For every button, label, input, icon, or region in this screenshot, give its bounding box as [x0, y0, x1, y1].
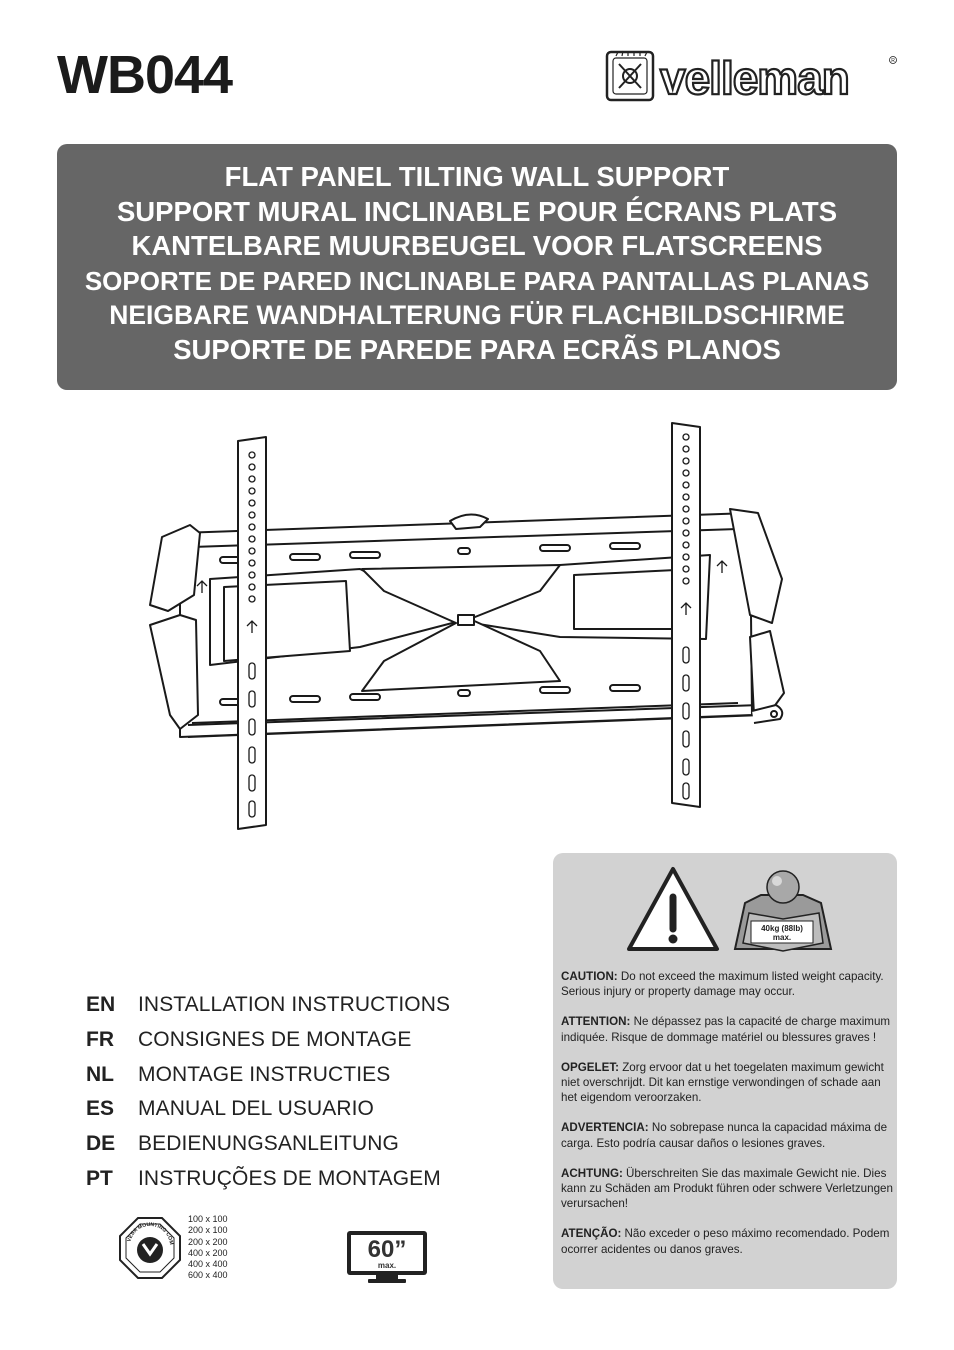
- warning-label: CAUTION:: [561, 970, 618, 983]
- warning-text-list: [561, 969, 893, 1272]
- warning-es: [561, 1120, 893, 1151]
- warning-message: Ne dépassez pas la capacité de charge maximum indiquée. Risque de dommage matériel ou blessures graves !: [561, 1015, 891, 1044]
- warning-fr: [561, 1014, 893, 1045]
- tv-size-icon: [346, 1230, 428, 1284]
- language-code: FR: [86, 1028, 114, 1052]
- title-de: NEIGBARE WANDHALTERUNG FÜR FLACHBILDSCHIRME: [109, 300, 845, 330]
- vesa-size: 100 x 100: [188, 1214, 228, 1224]
- warning-icons: [627, 863, 837, 959]
- language-row-nl: [86, 1057, 450, 1092]
- vesa-size: 600 x 400: [188, 1270, 228, 1281]
- screen-size-max: max.: [377, 1261, 397, 1270]
- language-row-de: [86, 1127, 450, 1162]
- warning-label: ACHTUNG:: [561, 1166, 623, 1180]
- title-es: SOPORTE DE PARED INCLINABLE PARA PANTALLAS PLANAS: [84, 265, 870, 296]
- svg-text:R: R: [891, 58, 895, 64]
- language-list: [86, 988, 450, 1196]
- title-banner: [57, 144, 897, 390]
- language-code: ES: [86, 1097, 115, 1121]
- warning-label: ADVERTENCIA:: [561, 1121, 649, 1135]
- velleman-logo: [604, 48, 898, 104]
- warning-triangle-icon: [629, 869, 717, 949]
- brand-wordmark: velleman: [660, 52, 849, 104]
- language-row-pt: [86, 1161, 450, 1196]
- title-fr: SUPPORT MURAL INCLINABLE POUR ÉCRANS PLATS: [116, 195, 838, 227]
- vesa-size: 200 x 200: [188, 1236, 228, 1247]
- warning-label: ATENÇÃO:: [561, 1227, 622, 1241]
- warning-message: No sobrepase nunca la capacidad máxima de carga. Esto podría causar daños o lesiones graves.: [561, 1121, 888, 1150]
- vesa-badge-text: VESA MOUNTING COM: [126, 1221, 175, 1246]
- language-code: EN: [86, 993, 116, 1017]
- language-label: MONTAGE INSTRUCTIES: [138, 1062, 391, 1086]
- weight-limit-icon: [735, 871, 831, 951]
- warning-label: OPGELET:: [561, 1060, 619, 1074]
- weight-limit-max: max.: [772, 933, 792, 942]
- language-label: BEDIENUNGSANLEITUNG: [138, 1132, 399, 1156]
- language-label: MANUAL DEL USUARIO: [138, 1097, 374, 1121]
- warning-pt: [561, 1226, 893, 1257]
- language-row-en: [86, 988, 450, 1023]
- warning-de: [561, 1166, 893, 1212]
- title-nl: KANTELBARE MUURBEUGEL VOOR FLATSCREENS: [131, 230, 823, 261]
- warning-message: Überschreiten Sie das maximale Gewicht nie. Dies kann zu Schäden am Produkt führen oder schwere Verletzungen verursachen!: [561, 1166, 893, 1211]
- brand-emblem-icon: [607, 51, 653, 100]
- language-code: NL: [86, 1062, 114, 1086]
- screen-size-value: 60”: [367, 1236, 407, 1263]
- language-code: PT: [86, 1166, 113, 1190]
- model-number: WB044: [57, 45, 233, 105]
- warning-label: ATTENTION:: [561, 1015, 631, 1029]
- vesa-size: 400 x 200: [188, 1247, 228, 1258]
- vesa-size: 400 x 400: [188, 1259, 228, 1270]
- warning-message: Do not exceed the maximum listed weight capacity. Serious injury or property damage may occur.: [561, 970, 884, 999]
- warning-en: [561, 969, 893, 1000]
- language-label: CONSIGNES DE MONTAGE: [138, 1028, 412, 1052]
- warning-message: Não exceder o peso máximo recomendado. Podem ocorrer acidentes ou danos graves.: [561, 1227, 890, 1256]
- language-label: INSTALLATION INSTRUCTIONS: [138, 993, 451, 1017]
- title-en: FLAT PANEL TILTING WALL SUPPORT: [224, 161, 730, 192]
- warning-nl: [561, 1060, 893, 1106]
- warning-panel: [553, 853, 897, 1289]
- weight-limit-value: 40kg (88lb): [761, 924, 803, 933]
- title-pt: SUPORTE DE PAREDE PARA ECRÃS PLANOS: [173, 333, 781, 365]
- warning-message: Zorg ervoor dat u het toegelaten maximum gewicht niet overschrijdt. Dit kan ernstige verwondingen of schade aan het eigendom veroorzaken.: [561, 1060, 884, 1105]
- language-row-fr: [86, 1023, 450, 1058]
- language-code: DE: [86, 1132, 116, 1156]
- language-label: INSTRUÇÕES DE MONTAGEM: [138, 1166, 441, 1190]
- language-row-es: [86, 1092, 450, 1127]
- vesa-badge-icon: [118, 1216, 182, 1280]
- vesa-size: 200 x 100: [188, 1225, 228, 1236]
- wall-mount-illustration: [140, 415, 790, 835]
- vesa-size-list: [188, 1214, 228, 1282]
